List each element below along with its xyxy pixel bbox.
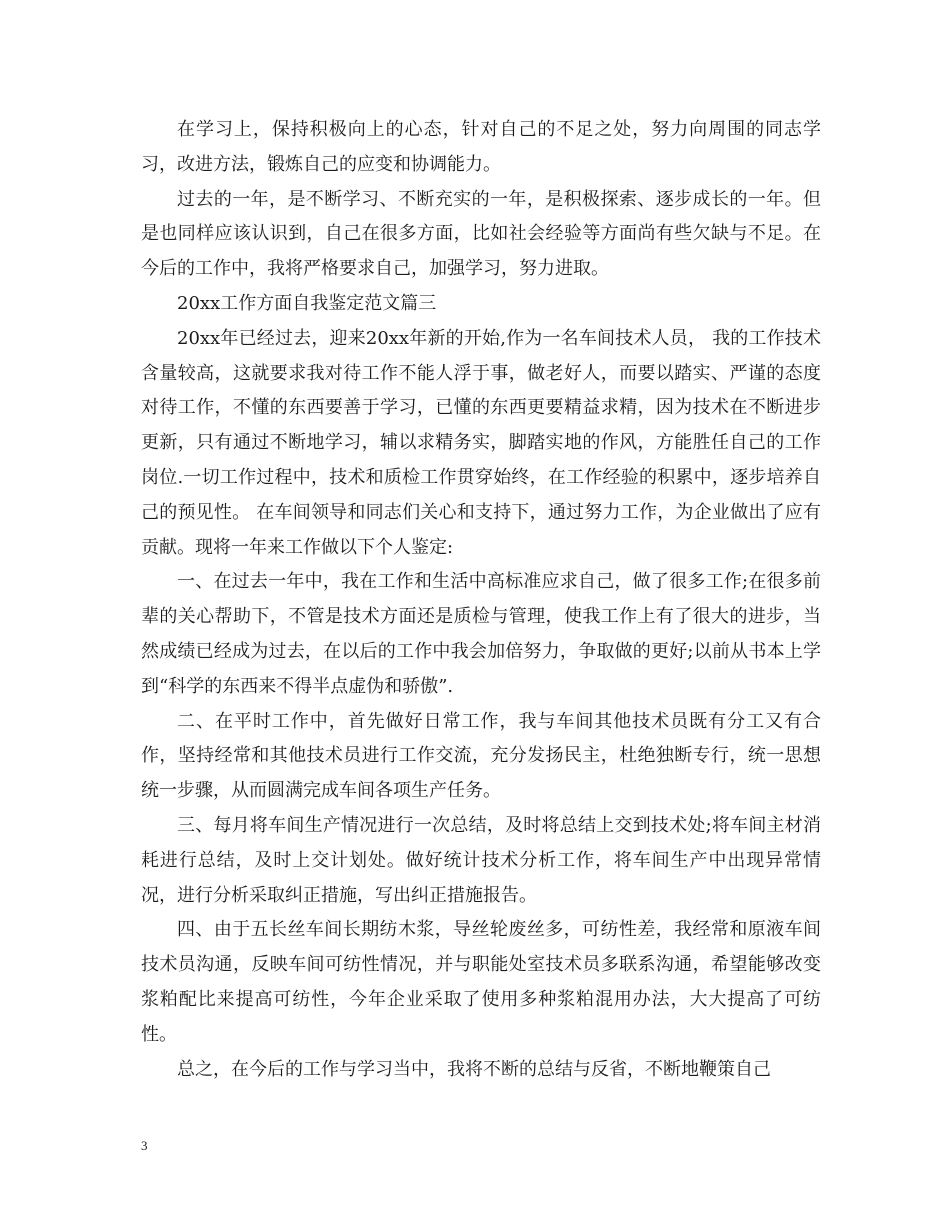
paragraph-conclusion: 总之，在今后的工作与学习当中，我将不断的总结与反省，不断地鞭策自己 <box>177 1058 771 1080</box>
paragraph-intro: 20xx年已经过去，迎来20xx年新的开始,作为一名车间技术人员， 我的工作技术含量较高，这就要求我对待工作不能人浮于事，做老好人，而要以踏实、严谨的态度对待工作，不懂的东西要善于学习，已懂的东西更要精益求精，因为技术在不断进步更新，只有通过不断地学习，辅以求精务实，脚踏实地的作风，方能胜任自己的工作岗位.一切工作过程中，技术和质检工作贯穿始终，在工作经验的积累中，逐步培养自己的预见性。 在车间领导和同志们关心和支持下，通过努力工作，为企业做出了应有贡献。现将一年来工作做以下个人鉴定: <box>141 327 821 558</box>
paragraph-study: 在学习上，保持积极向上的心态，针对自己的不足之处，努力向周围的同志学习，改进方法，锻炼自己的应变和协调能力。 <box>141 119 821 175</box>
paragraph-point-one: 一、在过去一年中，我在工作和生活中高标准应求自己，做了很多工作;在很多前辈的关心帮助下，不管是技术方面还是质检与管理，使我工作上有了很大的进步，当然成绩已经成为过去，在以后的工作中我会加倍努力，争取做的更好;以前从书本上学到“科学的东西来不得半点虚伪和骄傲”. <box>141 571 821 697</box>
paragraph-point-two: 二、在平时工作中，首先做好日常工作，我与车间其他技术员既有分工又有合作，坚持经常和其他技术员进行工作交流，充分发扬民主，杜绝独断专行，统一思想统一步骤，从而圆满完成车间各项生产任务。 <box>141 710 821 802</box>
page-number: 3 <box>141 1138 148 1153</box>
section-heading: 20xx工作方面自我鉴定范文篇三 <box>177 292 437 314</box>
paragraph-point-four: 四、由于五长丝车间长期纺木浆，导丝轮废丝多，可纺性差，我经常和原液车间技术员沟通，反映车间可纺性情况，并与职能处室技术员多联系沟通，希望能够改变浆粕配比来提高可纺性，今年企业采取了使用多种浆粕混用办法，大大提高了可纺性。 <box>141 919 821 1045</box>
document-body <box>141 113 821 1087</box>
paragraph-past-year: 过去的一年，是不断学习、不断充实的一年，是积极探索、逐步成长的一年。但是也同样应该认识到，自己在很多方面，比如社会经验等方面尚有些欠缺与不足。在今后的工作中，我将严格要求自己，加强学习，努力进取。 <box>141 188 821 280</box>
paragraph-point-three: 三、每月将车间生产情况进行一次总结，及时将总结上交到技术处;将车间主材消耗进行总结，及时上交计划处。做好统计技术分析工作，将车间生产中出现异常情况，进行分析采取纠正措施，写出纠正措施报告。 <box>141 814 821 906</box>
